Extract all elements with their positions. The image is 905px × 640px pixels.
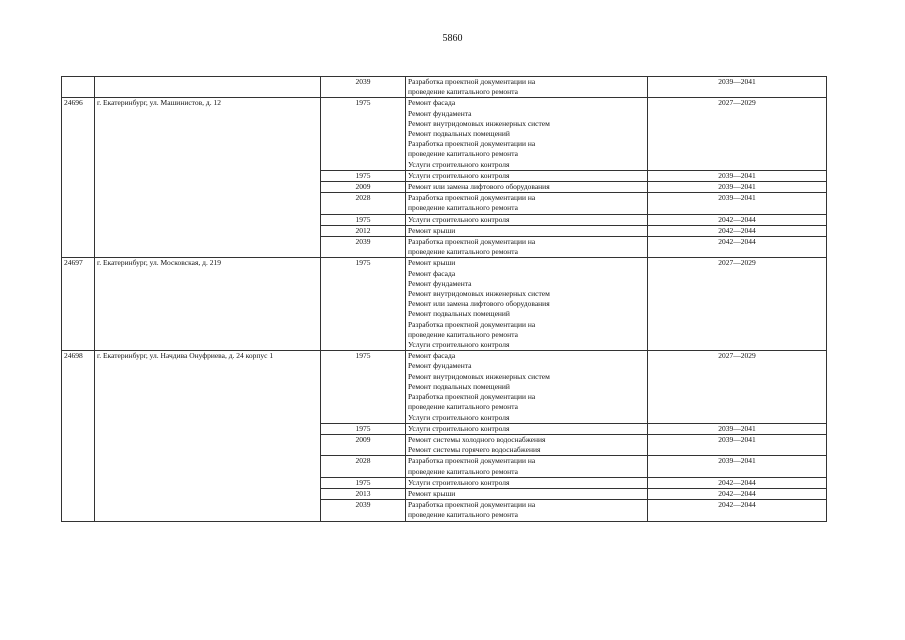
table-row <box>62 351 827 423</box>
work-type-cell <box>406 193 648 214</box>
work-type-cell <box>406 477 648 488</box>
year-cell: 2009 <box>321 434 406 455</box>
house-id-cell: 24698 <box>62 351 95 521</box>
work-type-line: Услуги строительного контроля <box>408 423 510 433</box>
address-cell <box>95 77 321 98</box>
year-cell: 2028 <box>321 456 406 477</box>
work-type-line: Ремонт подвальных помещений <box>408 129 510 139</box>
year-cell: 1975 <box>321 214 406 225</box>
work-type-line: проведение капитального ремонта <box>408 510 518 520</box>
work-type-cell <box>406 434 648 455</box>
table-row <box>62 98 827 170</box>
work-type-cell <box>406 170 648 181</box>
house-id-cell: 24697 <box>62 258 95 351</box>
work-type-line: Ремонт системы холодного водоснабжения <box>408 434 546 444</box>
work-type-cell <box>406 98 648 170</box>
year-cell: 2039 <box>321 500 406 521</box>
year-cell: 1975 <box>321 423 406 434</box>
period-cell: 2027—2029 <box>648 98 827 170</box>
work-type-line: Ремонт системы горячего водоснабжения <box>408 445 541 455</box>
table-row <box>62 258 827 351</box>
work-type-line: Услуги строительного контроля <box>408 170 510 180</box>
table-body <box>62 77 827 522</box>
work-type-cell <box>406 77 648 98</box>
table-row <box>62 77 827 98</box>
work-type-cell <box>406 258 648 351</box>
period-cell: 2039—2041 <box>648 193 827 214</box>
work-type-line: Услуги строительного контроля <box>408 340 510 350</box>
work-type-line: Ремонт или замена лифтового оборудования <box>408 299 550 309</box>
work-type-cell <box>406 214 648 225</box>
year-cell: 1975 <box>321 477 406 488</box>
work-type-line: Ремонт фасада <box>408 268 456 278</box>
work-type-line: Ремонт фасада <box>408 98 456 108</box>
work-type-cell <box>406 237 648 258</box>
period-cell: 2042—2044 <box>648 500 827 521</box>
work-type-line: проведение капитального ремонта <box>408 149 518 159</box>
period-cell: 2039—2041 <box>648 434 827 455</box>
work-type-line: Разработка проектной документации на <box>408 193 536 203</box>
work-type-line: Разработка проектной документации на <box>408 319 536 329</box>
work-type-cell <box>406 182 648 193</box>
work-type-line: Ремонт фундамента <box>408 108 472 118</box>
period-cell: 2039—2041 <box>648 456 827 477</box>
work-type-line: Ремонт крыши <box>408 488 456 498</box>
period-cell: 2042—2044 <box>648 477 827 488</box>
period-cell: 2039—2041 <box>648 77 827 98</box>
work-type-line: Услуги строительного контроля <box>408 477 510 487</box>
year-cell: 2039 <box>321 237 406 258</box>
work-type-line: проведение капитального ремонта <box>408 466 518 476</box>
period-cell: 2039—2041 <box>648 182 827 193</box>
year-cell: 1975 <box>321 170 406 181</box>
period-cell: 2039—2041 <box>648 170 827 181</box>
work-type-line: Ремонт крыши <box>408 225 456 235</box>
work-type-line: Ремонт или замена лифтового оборудования <box>408 182 550 192</box>
period-cell: 2027—2029 <box>648 258 827 351</box>
work-type-line: Услуги строительного контроля <box>408 159 510 169</box>
work-type-line: Разработка проектной документации на <box>408 456 536 466</box>
year-cell: 2039 <box>321 77 406 98</box>
address-cell: г. Екатеринбург, ул. Начдива Онуфриева, д. 24 корпус 1 <box>95 351 321 521</box>
period-cell: 2027—2029 <box>648 351 827 423</box>
work-type-line: Ремонт фасада <box>408 351 456 361</box>
year-cell: 1975 <box>321 258 406 351</box>
work-type-line: Разработка проектной документации на <box>408 139 536 149</box>
address-cell: г. Екатеринбург, ул. Московская, д. 219 <box>95 258 321 351</box>
work-type-line: проведение капитального ремонта <box>408 87 518 97</box>
work-type-line: Ремонт фундамента <box>408 278 472 288</box>
work-type-line: проведение капитального ремонта <box>408 402 518 412</box>
period-cell: 2042—2044 <box>648 237 827 258</box>
period-cell: 2042—2044 <box>648 214 827 225</box>
work-type-line: проведение капитального ремонта <box>408 329 518 339</box>
work-type-cell <box>406 225 648 236</box>
year-cell: 2009 <box>321 182 406 193</box>
year-cell: 2012 <box>321 225 406 236</box>
work-type-cell <box>406 423 648 434</box>
period-cell: 2042—2044 <box>648 488 827 499</box>
period-cell: 2039—2041 <box>648 423 827 434</box>
address-cell: г. Екатеринбург, ул. Машинистов, д. 12 <box>95 98 321 258</box>
work-type-cell <box>406 500 648 521</box>
year-cell: 2013 <box>321 488 406 499</box>
page-number: 5860 <box>442 33 463 44</box>
capital-repair-table <box>61 76 827 522</box>
work-type-line: проведение капитального ремонта <box>408 203 518 213</box>
work-type-line: Ремонт внутридомовых инженерных систем <box>408 289 550 299</box>
work-type-line: Разработка проектной документации на <box>408 77 536 86</box>
work-type-line: Ремонт фундамента <box>408 361 472 371</box>
work-type-line: Ремонт подвальных помещений <box>408 309 510 319</box>
work-type-line: Ремонт подвальных помещений <box>408 381 510 391</box>
work-type-line: Ремонт крыши <box>408 258 456 268</box>
work-type-line: Услуги строительного контроля <box>408 214 510 224</box>
work-type-line: Ремонт внутридомовых инженерных систем <box>408 118 550 128</box>
period-cell: 2042—2044 <box>648 225 827 236</box>
work-type-line: Разработка проектной документации на <box>408 500 536 510</box>
work-type-line: Услуги строительного контроля <box>408 412 510 422</box>
work-type-cell <box>406 456 648 477</box>
work-type-line: Разработка проектной документации на <box>408 392 536 402</box>
house-id-cell <box>62 77 95 98</box>
house-id-cell: 24696 <box>62 98 95 258</box>
work-type-cell <box>406 488 648 499</box>
year-cell: 2028 <box>321 193 406 214</box>
work-type-line: Ремонт внутридомовых инженерных систем <box>408 371 550 381</box>
work-type-line: проведение капитального ремонта <box>408 247 518 257</box>
year-cell: 1975 <box>321 98 406 170</box>
year-cell: 1975 <box>321 351 406 423</box>
work-type-cell <box>406 351 648 423</box>
work-type-line: Разработка проектной документации на <box>408 237 536 247</box>
